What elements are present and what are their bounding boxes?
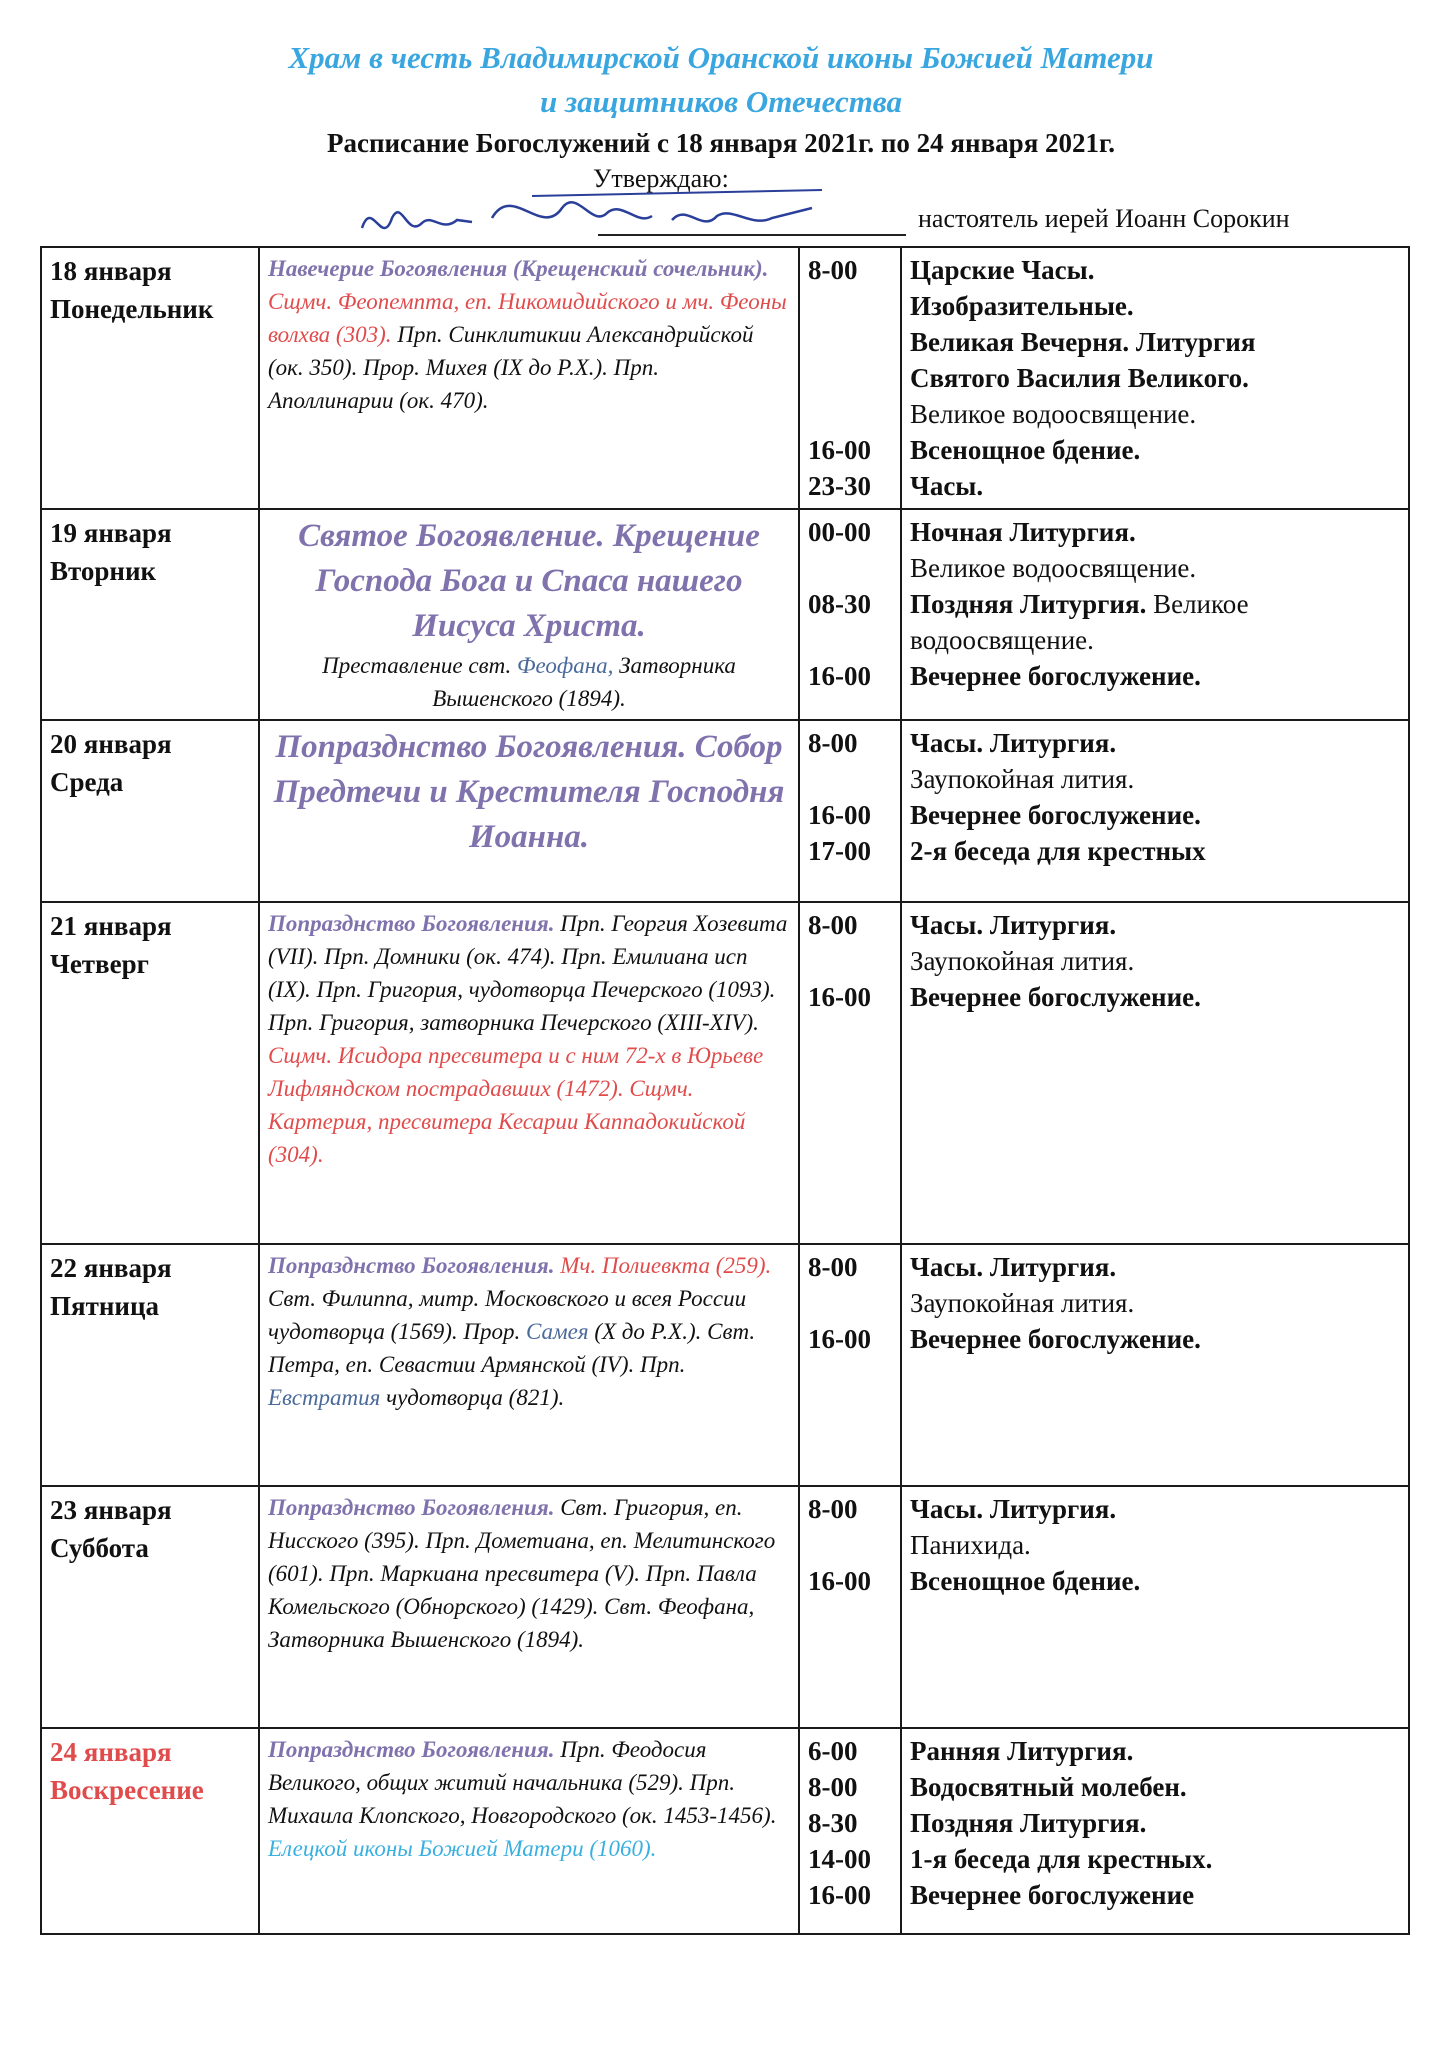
time-cell (799, 1486, 901, 1728)
service-time: 8-00 (808, 255, 858, 285)
service-name: Часы. (910, 471, 984, 501)
service-name: Водосвятный молебен. (910, 1772, 1187, 1802)
day-weekday: Вторник (50, 556, 157, 586)
saints-cell (259, 509, 799, 720)
feast-title: Попразднство Богоявления. (268, 1737, 555, 1762)
saints-blue: Феофана, (516, 653, 614, 678)
service-name: Ночная Литургия. (910, 517, 1136, 547)
service-time: 6-00 (808, 1736, 858, 1766)
service-time: 8-00 (808, 910, 858, 940)
service-name: Изобразительные. (910, 291, 1134, 321)
table-row (41, 247, 1409, 509)
saints-cell (259, 720, 799, 902)
service-name: Вечернее богослужение. (910, 800, 1201, 830)
rector-name: настоятель иерей Иоанн Сорокин (918, 204, 1290, 233)
saints-blue: Самея (526, 1319, 589, 1344)
day-date: 18 января (50, 256, 172, 286)
service-time: 8-00 (808, 1494, 858, 1524)
service-time: 16-00 (808, 982, 871, 1012)
day-weekday: Суббота (50, 1533, 149, 1563)
table-row (41, 720, 1409, 902)
saints-red: Мч. Полиевкта (259). (560, 1253, 772, 1278)
saints-text: (X до Р.Х.). Свт. Петра, еп. Севастии Армянской (IV). Прп. (268, 1319, 756, 1377)
service-name: Панихида. (910, 1530, 1031, 1560)
service-time: 16-00 (808, 1880, 871, 1910)
saints-cell (259, 247, 799, 509)
saints-text: Прп. Георгия Хозевита (VII). Прп. Домники (ок. 474). Прп. Емилиана исп (IX). Прп. Григория, чудотворца Печерского (1093). Прп. Григория, затворника Печерского (XIII-XIV). (268, 911, 788, 1035)
service-time: 23-30 (808, 471, 871, 501)
table-row (41, 509, 1409, 720)
day-weekday: Воскресение (50, 1775, 204, 1805)
service-time: 16-00 (808, 661, 871, 691)
time-cell (799, 902, 901, 1244)
saints-red: Сщмч. Феопемпта, еп. Никомидийского и мч. Феоны волхва (303). (268, 289, 787, 347)
services-cell (901, 1486, 1409, 1728)
service-name: Великое (1153, 589, 1249, 619)
approve-label: Утверждаю: (593, 164, 729, 193)
schedule-table (40, 246, 1410, 1935)
day-cell (41, 247, 259, 509)
service-name: Великое водоосвящение. (910, 553, 1197, 583)
service-name: Святого Василия Великого. (910, 363, 1249, 393)
service-name: Заупокойная лития. (910, 764, 1135, 794)
service-name: Вечернее богослужение. (910, 661, 1201, 691)
day-date: 22 января (50, 1253, 172, 1283)
saints-cell (259, 1244, 799, 1486)
time-cell (799, 247, 901, 509)
table-row (41, 1486, 1409, 1728)
day-date: 23 января (50, 1495, 172, 1525)
service-name: Всенощное бдение. (910, 1566, 1141, 1596)
church-title-line2: и защитников Отечества (540, 84, 902, 119)
service-name: Вечернее богослужение (910, 1880, 1195, 1910)
day-cell (41, 720, 259, 902)
day-cell (41, 1728, 259, 1934)
service-name: Часы. Литургия. (910, 910, 1117, 940)
day-weekday: Среда (50, 767, 124, 797)
service-name: Часы. Литургия. (910, 1494, 1117, 1524)
service-time: 8-30 (808, 1808, 858, 1838)
saints-text: Преставление свт. (322, 653, 512, 678)
saints-cell (259, 1486, 799, 1728)
feast-title: Попразднство Богоявления. (268, 1495, 555, 1520)
saints-text: Свт. Филиппа, митр. Московского и всея России чудотворца (1569). Прор. (268, 1286, 747, 1344)
saints-text: чудотворца (821). (386, 1385, 565, 1410)
service-name: 1-я беседа для крестных. (910, 1844, 1213, 1874)
feast-title: Попразднство Богоявления. Собор Предтечи и Крестителя Господня Иоанна. (273, 729, 785, 855)
table-row (41, 1244, 1409, 1486)
day-weekday: Четверг (50, 949, 149, 979)
service-name: водоосвящение. (910, 625, 1094, 655)
service-name: Часы. Литургия. (910, 1252, 1117, 1282)
feast-title: Святое Богоявление. Крещение Господа Бога и Спаса нашего Иисуса Христа. (298, 518, 760, 644)
day-date: 24 января (50, 1737, 172, 1767)
feast-title: Навечерие Богоявления (Крещенский сочельник). (268, 256, 769, 281)
service-name: Заупокойная лития. (910, 946, 1135, 976)
saints-red: Сщмч. Исидора пресвитера и с ним 72-х в Юрьеве Лифляндском пострадавших (1472). Сщмч. Картерия, пресвитера Кесарии Каппадокийской (304). (268, 1043, 764, 1167)
service-name: Часы. Литургия. (910, 728, 1117, 758)
service-name: Великое водоосвящение. (910, 399, 1197, 429)
table-row (41, 902, 1409, 1244)
service-name: Царские Часы. (910, 255, 1095, 285)
service-name: Вечернее богослужение. (910, 1324, 1201, 1354)
service-name: Вечернее богослужение. (910, 982, 1201, 1012)
service-name: Всенощное бдение. (910, 435, 1141, 465)
day-weekday: Пятница (50, 1291, 160, 1321)
services-cell (901, 1728, 1409, 1934)
service-time: 14-00 (808, 1844, 871, 1874)
service-time: 8-00 (808, 1772, 858, 1802)
table-row (41, 1728, 1409, 1934)
saints-text: Затворника Вышенского (1894). (432, 653, 736, 711)
saints-text: Прп. Синклитикии Александрийской (ок. 350). Прор. Михея (IX до Р.Х.). Прп. Аполлинарии (ок. 470). (268, 322, 754, 413)
services-cell (901, 247, 1409, 509)
service-name: Поздняя Литургия. (910, 1808, 1147, 1838)
church-title-line1: Храм в честь Владимирской Оранской иконы Божией Матери (288, 40, 1154, 75)
feast-title: Попразднство Богоявления. (268, 911, 555, 936)
church-title (0, 36, 1442, 124)
service-name: Поздняя Литургия. (910, 589, 1147, 619)
schedule-subtitle: Расписание Богослужений с 18 января 2021г. по 24 января 2021г. (326, 128, 1116, 158)
saints-text: Свт. Григория, еп. Нисского (395). Прп. Дометиана, еп. Мелитинского (601). Прп. Маркиана пресвитера (V). Прп. Павла Комельского (Обнорского) (1429). Свт. Феофана, Затворника Вышенского (1894). (268, 1495, 776, 1652)
day-date: 19 января (50, 518, 172, 548)
signature-line (598, 234, 906, 236)
saints-text: Прп. Феодосия Великого, общих житий начальника (529). Прп. Михаила Клопского, Новгородского (ок. 1453-1456). (268, 1737, 777, 1828)
time-cell (799, 720, 901, 902)
day-cell (41, 902, 259, 1244)
day-weekday: Понедельник (50, 294, 214, 324)
service-time: 00-00 (808, 517, 871, 547)
service-time: 8-00 (808, 1252, 858, 1282)
time-cell (799, 1244, 901, 1486)
service-time: 16-00 (808, 435, 871, 465)
service-time: 16-00 (808, 800, 871, 830)
services-cell (901, 509, 1409, 720)
saints-lightblue: Елецкой иконы Божией Матери (1060). (268, 1836, 657, 1861)
day-date: 21 января (50, 911, 172, 941)
service-name: Ранняя Литургия. (910, 1736, 1134, 1766)
service-name: Великая Вечерня. Литургия (910, 327, 1256, 357)
day-cell (41, 1486, 259, 1728)
time-cell (799, 1728, 901, 1934)
feast-title: Попразднство Богоявления. (268, 1253, 555, 1278)
service-name: 2-я беседа для крестных (910, 836, 1206, 866)
day-cell (41, 509, 259, 720)
services-cell (901, 720, 1409, 902)
service-time: 16-00 (808, 1566, 871, 1596)
service-time: 8-00 (808, 728, 858, 758)
day-date: 20 января (50, 729, 172, 759)
services-cell (901, 902, 1409, 1244)
day-cell (41, 1244, 259, 1486)
saints-cell (259, 1728, 799, 1934)
service-time: 16-00 (808, 1324, 871, 1354)
service-name: Заупокойная лития. (910, 1288, 1135, 1318)
services-cell (901, 1244, 1409, 1486)
time-cell (799, 509, 901, 720)
saints-blue: Евстратия (268, 1385, 381, 1410)
service-time: 08-30 (808, 589, 871, 619)
service-time: 17-00 (808, 836, 871, 866)
saints-cell (259, 902, 799, 1244)
